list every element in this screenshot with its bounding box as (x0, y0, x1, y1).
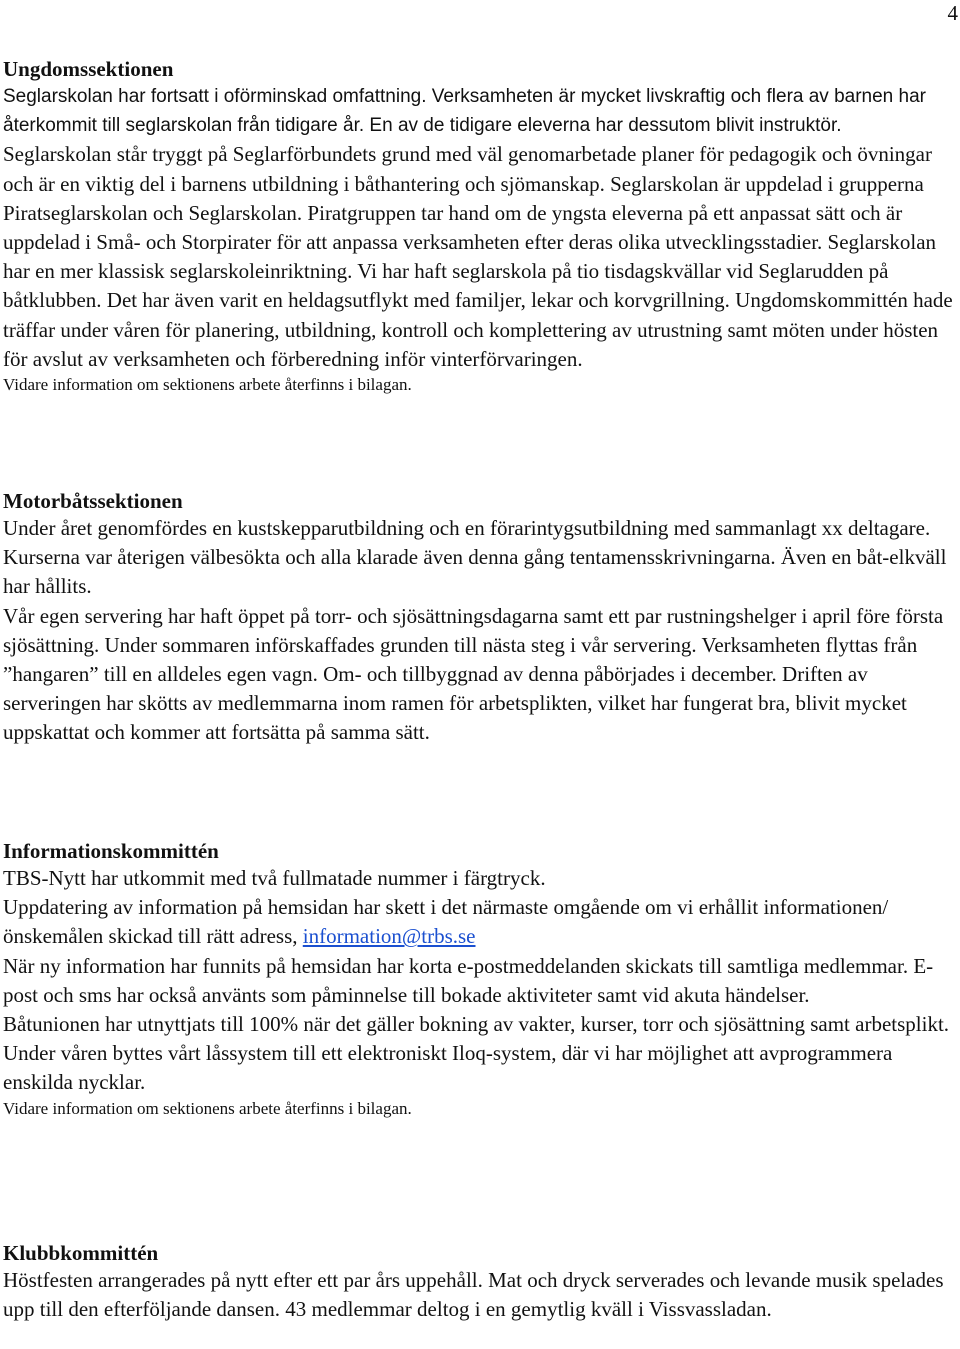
section-heading: Ungdomssektionen (3, 57, 174, 81)
informationskommitten-section (3, 838, 955, 1120)
section-heading: Klubbkommittén (3, 1241, 159, 1265)
section-body (3, 142, 953, 370)
section-intro: Seglarskolan har fortsatt i oförminskad omfattning. Verksamheten är mycket livskraftig och flera av barnen har återkommit till seglarskolan från tidigare år. En av de tidigare eleverna har dessutom blivit instruktör. (3, 86, 926, 137)
motorbatssektionen-section (3, 488, 955, 748)
section-note: Vidare information om sektionens arbete återfinns i bilagan. (3, 1098, 412, 1118)
paragraph-text: Uppdatering av information på hemsidan har skett i det närmaste omgående om vi erhållit informationen/önskemålen skickad till rätt adress, (3, 895, 889, 949)
section-paragraph: Under året genomfördes en kustskepparutbildning och en förarintygsutbildning med sammanlagt xx deltagare. Kurserna var återigen välbesökta och alla klarade även denna gång tentamensskrivningarna. Även en båt-elkväll har hållits. (3, 516, 947, 599)
section-heading: Motorbåtssektionen (3, 489, 183, 513)
page-number: 4 (947, 1, 958, 25)
klubbkommitten-section (3, 1240, 955, 1324)
section-paragraph (3, 893, 955, 951)
section-paragraph: När ny information har funnits på hemsidan har korta e-postmeddelanden skickats till samtliga medlemmar. E-post och sms har också använts som påminnelse till bokade aktiviteter samt vid akuta händelser. (3, 953, 934, 1007)
section-paragraph: Båtunionen har utnyttjats till 100% när det gäller bokning av vakter, kurser, torr och sjösättning samt arbetsplikt. (3, 1012, 950, 1037)
section-paragraph: Höstfesten arrangerades på nytt efter ett par års uppehåll. Mat och dryck serverades och levande musik spelades upp till den efterföljande dansen. 43 medlemmar deltog i en gemytlig kväll i Vissvassladan. (3, 1268, 944, 1322)
section-heading: Informationskommittén (3, 839, 219, 863)
body-text: Seglarskolan står tryggt på Seglarförbundets grund med väl genomarbetade planer för pedagogik och övningar och är en viktig del i barnens utbildning i båthantering och sjömanskap. Seglarskolan är uppdelad i grupperna Piratseglarskolan och Seglarskolan. Piratgruppen tar hand om de yngsta eleverna på ett anpassat sätt och är uppdelad i Små- och Storpirater för att anpassa verksamheten efter deras olika utvecklingsstadier. Seglarskolan har en mer klassisk seglarskoleinriktning. Vi har haft seglarskola på tio tisdagskvällar vid Seglarudden på båtklubben. Det har även varit en heldagsutflykt med familjer, lekar och korvgrillning. Ungdomskommittén hade träffar under våren för planering, utbildning, kontroll och komplettering av utrustning samt möten under hösten för avslut av verksamheten och förberedning inför vinterförvaringen. (3, 142, 953, 371)
ungdomssektionen-section (3, 56, 955, 396)
section-paragraph: Under våren byttes vårt låssystem till ett elektroniskt Iloq-system, där vi har möjlighet att avprogrammera enskilda nycklar. (3, 1041, 893, 1095)
section-paragraph: TBS-Nytt har utkommit med två fullmatade nummer i färgtryck. (3, 866, 546, 890)
section-note: Vidare information om sektionens arbete återfinns i bilagan. (3, 375, 412, 395)
section-paragraph: Vår egen servering har haft öppet på torr- och sjösättningsdagarna samt ett par rustningshelger i april före första sjösättning. Under sommaren införskaffades grunden till nästa steg i vår servering. Verksamheten flyttas från ”hangaren” till en alldeles egen vagn. Om- och tillbyggnad av denna påbörjades i december. Driften av serveringen har skötts av medlemmarna inom ramen för arbetsplikten, vilket har fungerat bra, blivit mycket uppskattat och kommer att fortsätta på samma sätt. (3, 603, 944, 745)
email-link[interactable]: information@trbs.se (302, 924, 476, 949)
